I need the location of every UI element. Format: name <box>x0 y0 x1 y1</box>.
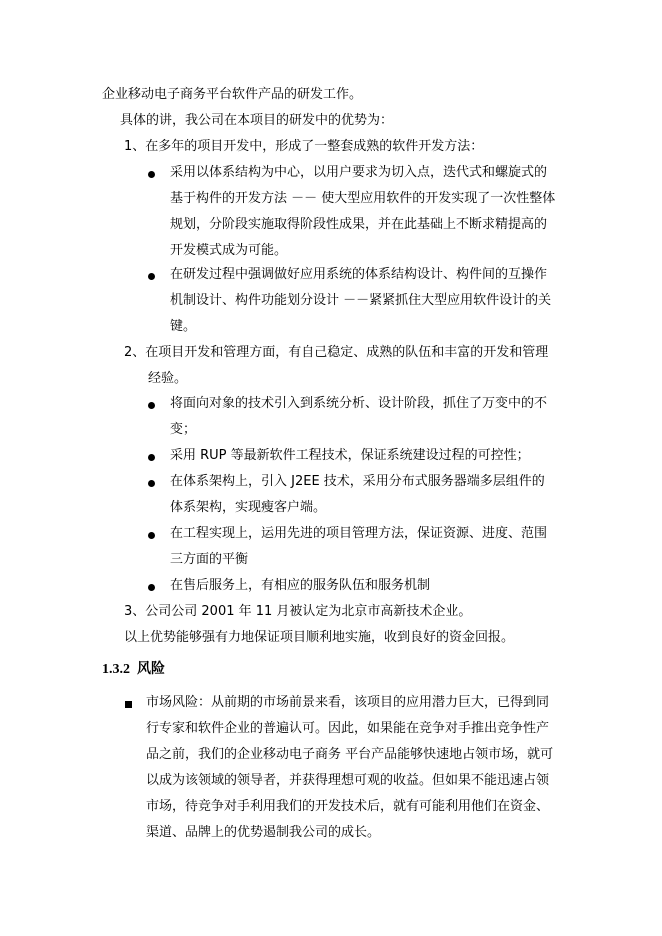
list-item-1: 1、在多年的项目开发中，形成了一整套成熟的软件开发方法： <box>124 139 484 154</box>
risk-line: 品之前，我们的企业移动电子商务 平台产品能够快速地占领市场，就可 <box>146 747 554 762</box>
bullet-dot-icon <box>148 402 155 409</box>
bullet-line: 采用以体系结构为中心，以用户要求为切入点，迭代式和螺旋式的 <box>170 165 548 180</box>
list-item-2-continuation: 经验。 <box>148 371 188 386</box>
section-number: 1.3.2 <box>102 662 130 677</box>
bullet-line: 将面向对象的技术引入到系统分析、设计阶段，抓住了万变中的不 <box>170 396 548 411</box>
bullet-line: 键。 <box>170 319 197 334</box>
bullet-dot-icon <box>148 454 155 461</box>
list-item-3: 3、公司公司 2001 年 11 月被认定为北京市高新技术企业。 <box>124 604 472 619</box>
bullet-line: 三方面的平衡 <box>170 552 249 567</box>
bullet-line: 在体系架构上，引入 J2EE 技术，采用分布式服务器端多层组件的 <box>170 474 545 489</box>
risk-line: 市场风险：从前期的市场前景来看，该项目的应用潜力巨大，已得到同 <box>146 695 550 710</box>
paragraph-conclusion: 以上优势能够强有力地保证项目顺利地实施，收到良好的资金回报。 <box>124 630 515 645</box>
bullet-line: 采用 RUP 等最新软件工程技术，保证系统建设过程的可控性； <box>170 448 530 463</box>
bullet-dot-icon <box>148 171 155 178</box>
risk-line: 市场，待竞争对手利用我们的开发技术后，就有可能利用他们在资金、 <box>146 799 550 814</box>
risk-line: 行专家和软件企业的普遍认可。因此，如果能在竞争对手推出竞争性产 <box>146 721 550 736</box>
paragraph-intro-continuation: 企业移动电子商务平台软件产品的研发工作。 <box>102 87 363 102</box>
section-heading <box>102 661 165 679</box>
bullet-line: 体系架构，实现瘦客户端。 <box>170 500 327 515</box>
section-title: 风险 <box>137 662 165 677</box>
bullet-line: 变； <box>170 422 197 437</box>
bullet-dot-icon <box>148 584 155 591</box>
square-bullet-icon <box>125 701 132 708</box>
bullet-dot-icon <box>148 480 155 487</box>
bullet-line: 开发模式成为可能。 <box>170 243 288 258</box>
bullet-dot-icon <box>148 273 155 280</box>
risk-line: 渠道、品牌上的优势遏制我公司的成长。 <box>146 825 381 840</box>
bullet-dot-icon <box>148 532 155 539</box>
bullet-line: 规划，分阶段实施取得阶段性成果，并在此基础上不断求精提高的 <box>170 217 548 232</box>
paragraph-advantages-intro: 具体的讲，我公司在本项目的研发中的优势为： <box>120 113 394 128</box>
risk-line: 以成为该领域的领导者，并获得理想可观的收益。但如果不能迅速占领 <box>146 773 550 788</box>
list-item-2: 2、在项目开发和管理方面，有自己稳定、成熟的队伍和丰富的开发和管理 <box>124 345 549 360</box>
bullet-line: 在工程实现上，运用先进的项目管理方法，保证资源、进度、范围 <box>170 526 548 541</box>
bullet-line: 基于构件的开发方法 －－ 使大型应用软件的开发实现了一次性整体 <box>170 191 556 206</box>
bullet-line: 机制设计、构件功能划分设计 －－紧紧抓住大型应用软件设计的关 <box>170 293 552 308</box>
bullet-line: 在售后服务上，有相应的服务队伍和服务机制 <box>170 578 431 593</box>
bullet-line: 在研发过程中强调做好应用系统的体系结构设计、构件间的互操作 <box>170 267 548 282</box>
